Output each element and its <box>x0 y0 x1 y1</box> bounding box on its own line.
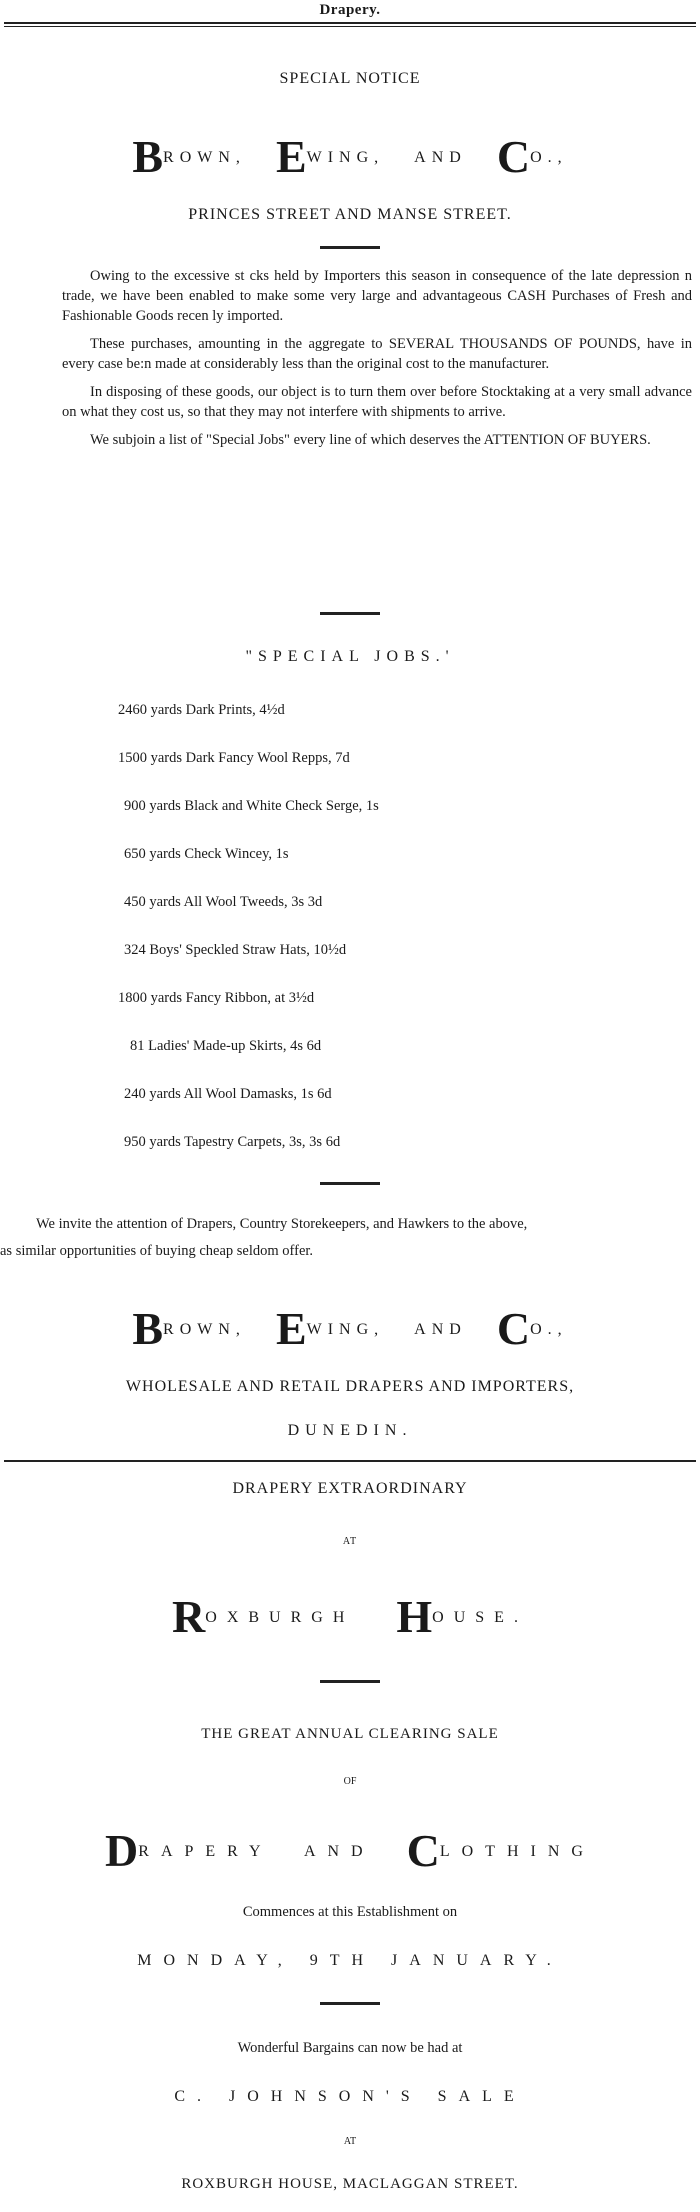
divider-5 <box>320 2002 380 2005</box>
firm-rest-b: ROWN, <box>163 149 246 166</box>
divider-2-wrap <box>0 612 700 615</box>
roxburgh-address: ROXBURGH HOUSE, MACLAGGAN STREET. <box>181 2176 519 2192</box>
house-initial-h: H <box>396 1591 433 1642</box>
job-item: 240 yards All Wool Damasks, 1s 6d <box>124 1086 332 1102</box>
goods-rest-d: RAPERY <box>138 1843 272 1860</box>
job-item: 1800 yards Fancy Ribbon, at 3½d <box>118 990 315 1006</box>
firm-name-banner <box>0 130 700 183</box>
roxburgh-house-banner <box>0 1590 700 1643</box>
sign-initial-b: B <box>132 1303 164 1354</box>
roxburgh-at-1: AT <box>342 1536 358 1547</box>
firm-rest-e: WING, <box>306 149 385 166</box>
sign-initial-c: C <box>496 1303 531 1354</box>
house-rest-r: OXBURGH <box>205 1609 355 1626</box>
paragraph-2: These purchases, amounting in the aggregate to SEVERAL THOUSANDS OF POUNDS, have in every case be:n made at considerably less than the original cost to the manufacturer. <box>62 336 692 372</box>
sign-rest-b: ROWN, <box>163 1321 246 1338</box>
roxburgh-heading: DRAPERY EXTRAORDINARY <box>232 1480 468 1497</box>
job-item: 950 yards Tapestry Carpets, 3s, 3s 6d <box>124 1134 341 1150</box>
invite-line-2: as similar opportunities of buying cheap seldom offer. <box>0 1243 314 1259</box>
sale-date: MONDAY, 9TH JANUARY. <box>137 1952 563 1969</box>
commences-line: Commences at this Establishment on <box>242 1904 458 1920</box>
drapery-clothing-banner <box>0 1824 700 1877</box>
divider-1 <box>320 246 380 249</box>
notice-heading: SPECIAL NOTICE <box>279 70 421 87</box>
job-item: 2460 yards Dark Prints, 4½d <box>118 702 285 718</box>
job-item: 650 yards Check Wincey, 1s <box>124 846 289 862</box>
sign-initial-e: E <box>275 1303 307 1354</box>
paragraph-4: We subjoin a list of "Special Jobs" every line of which deserves the ATTENTION OF BUYERS. <box>90 432 651 448</box>
divider-3-wrap <box>0 1182 700 1185</box>
divider-4-wrap <box>0 1680 700 1683</box>
notice-address: PRINCES STREET AND MANSE STREET. <box>188 206 512 223</box>
roxburgh-at-2: AT <box>343 2136 357 2147</box>
divider-5-wrap <box>0 2002 700 2005</box>
house-rest-h: OUSE. <box>432 1609 528 1626</box>
header-rule <box>4 22 696 27</box>
paragraph-3: In disposing of these goods, our object is to turn them over before Stocktaking at a very small advance on what they cost us, so that they may not interfere with shipments to arrive. <box>62 384 692 420</box>
job-item: 1500 yards Dark Fancy Wool Repps, 7d <box>118 750 350 766</box>
signature-trade: WHOLESALE AND RETAIL DRAPERS AND IMPORTERS, <box>125 1378 575 1395</box>
sale-title: THE GREAT ANNUAL CLEARING SALE <box>201 1726 499 1742</box>
job-item: 324 Boys' Speckled Straw Hats, 10½d <box>124 942 347 958</box>
bargains-line: Wonderful Bargains can now be had at <box>237 2040 463 2056</box>
goods-initial-c: C <box>406 1825 440 1876</box>
paragraph-1: Owing to the excessive st cks held by Importers this season in consequence of the late depression n trade, we have been enabled to make some very large and advantageous CASH Purchases of Fresh and Fashionable Goods recen ly imported. <box>62 268 692 324</box>
firm-initial-b: B <box>132 131 164 182</box>
section-header-title: Drapery. <box>319 2 381 18</box>
firm-initial-c: C <box>496 131 531 182</box>
divider-3 <box>320 1182 380 1185</box>
section-rule-wrap <box>0 1460 700 1462</box>
sign-rest-e: WING, <box>306 1321 385 1338</box>
goods-rest-c: LOTHING <box>439 1843 595 1860</box>
johnson-sale: C. JOHNSON'S SALE <box>174 2088 526 2105</box>
divider-4 <box>320 1680 380 1683</box>
goods-initial-d: D <box>105 1825 139 1876</box>
sign-and: AND <box>414 1321 467 1338</box>
firm-initial-e: E <box>275 131 307 182</box>
jobs-heading: "SPECIAL JOBS.' <box>245 648 455 665</box>
sale-of: OF <box>343 1776 357 1787</box>
notice-paragraphs <box>62 266 692 458</box>
firm-rest-c: O., <box>530 149 568 166</box>
job-item: 900 yards Black and White Check Serge, 1s <box>124 798 379 814</box>
firm-and: AND <box>414 149 467 166</box>
signature-city: DUNEDIN. <box>287 1422 413 1439</box>
goods-and: AND <box>303 1843 375 1860</box>
signature-firm-name <box>0 1302 700 1355</box>
invite-line-1: We invite the attention of Drapers, Country Storekeepers, and Hawkers to the above, <box>36 1216 528 1232</box>
divider-1-wrap <box>0 246 700 249</box>
sign-rest-c: O., <box>530 1321 568 1338</box>
job-item: 450 yards All Wool Tweeds, 3s 3d <box>124 894 323 910</box>
divider-2 <box>320 612 380 615</box>
section-rule <box>4 1460 696 1462</box>
house-initial-r: R <box>172 1591 206 1642</box>
job-item: 81 Ladies' Made-up Skirts, 4s 6d <box>130 1038 322 1054</box>
